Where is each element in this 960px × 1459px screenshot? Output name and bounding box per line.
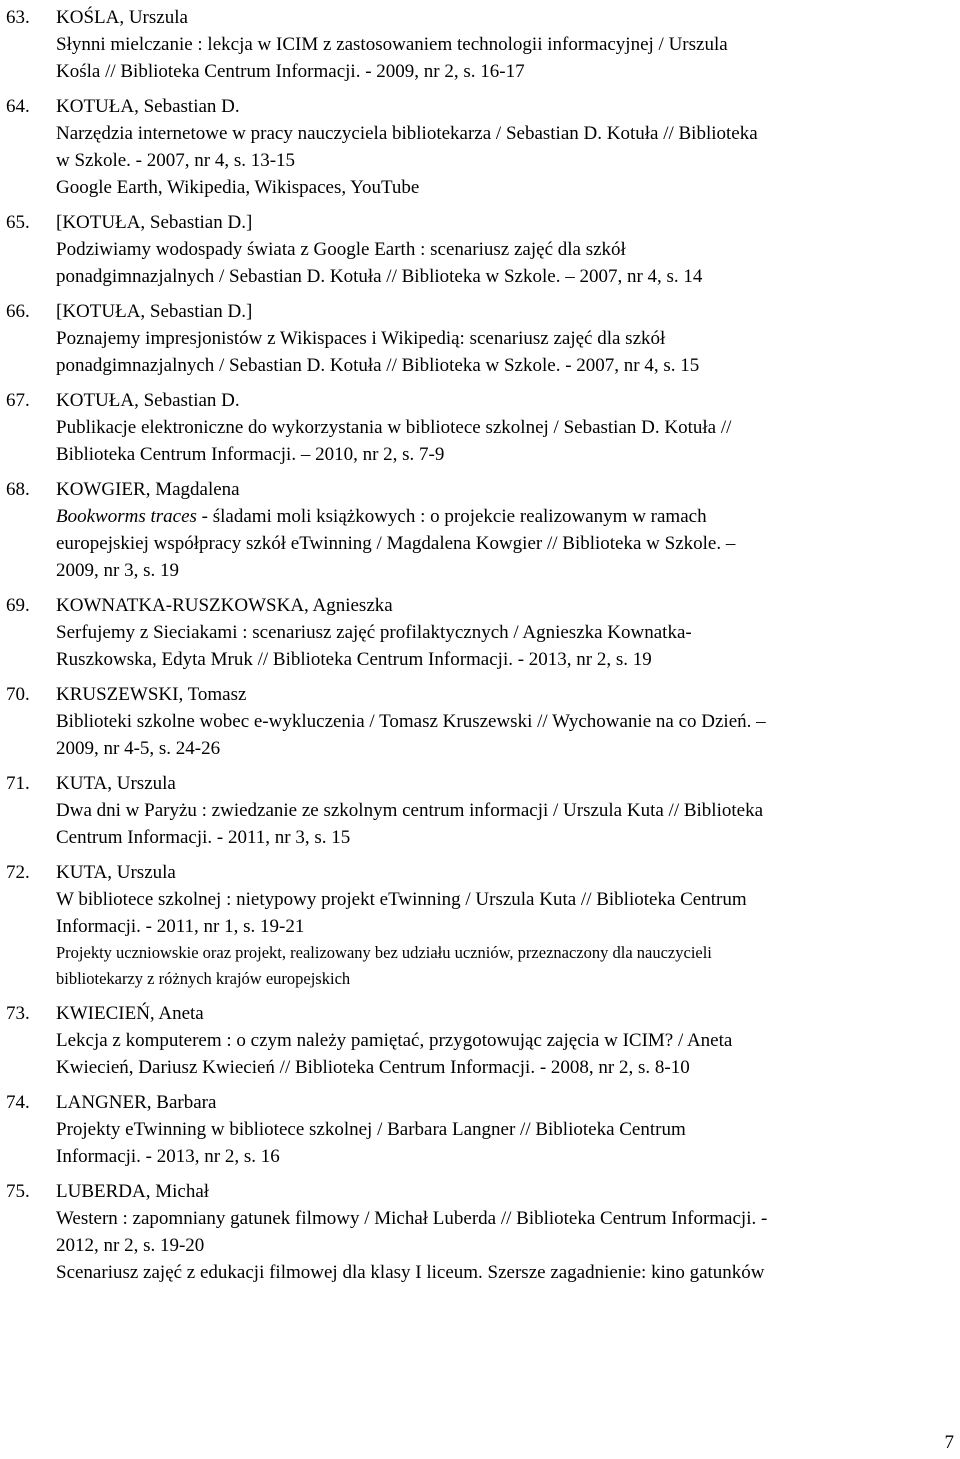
- bibliography-entry: [0, 93, 960, 201]
- entry-author: KRUSZEWSKI, Tomasz: [56, 684, 247, 705]
- entry-line: Informacji. - 2013, nr 2, s. 16: [56, 1146, 280, 1167]
- bibliography-entry: [0, 1000, 960, 1081]
- bibliography-entry: [0, 298, 960, 379]
- bibliography-page: [0, 4, 960, 1286]
- entry-number: 66.: [6, 301, 30, 322]
- entry-author: KWIECIEŃ, Aneta: [56, 1003, 204, 1024]
- entry-line: Scenariusz zajęć z edukacji filmowej dla klasy I liceum. Szersze zagadnienie: kino gatunków: [56, 1262, 765, 1283]
- entry-note: bibliotekarzy z różnych krajów europejskich: [56, 969, 351, 988]
- entry-line: Poznajemy impresjonistów z Wikispaces i Wikipedią: scenariusz zajęć dla szkół: [56, 328, 666, 349]
- entry-line: 2009, nr 3, s. 19: [56, 560, 179, 581]
- entry-number: 73.: [6, 1003, 30, 1024]
- entry-author: KUTA, Urszula: [56, 773, 176, 794]
- entry-number: 69.: [6, 595, 30, 616]
- entry-number: 74.: [6, 1092, 30, 1113]
- entry-line: W bibliotece szkolnej : nietypowy projekt eTwinning / Urszula Kuta // Biblioteka Centrum: [56, 889, 747, 910]
- entry-number: 63.: [6, 7, 30, 28]
- entry-line: 2009, nr 4-5, s. 24-26: [56, 738, 221, 759]
- entry-author: KOTUŁA, Sebastian D.: [56, 96, 240, 117]
- entry-line: Ruszkowska, Edyta Mruk // Biblioteka Centrum Informacji. - 2013, nr 2, s. 19: [56, 649, 652, 670]
- entry-line: 2012, nr 2, s. 19-20: [56, 1235, 205, 1256]
- entry-author: LUBERDA, Michał: [56, 1181, 210, 1202]
- entry-line: Projekty eTwinning w bibliotece szkolnej / Barbara Langner // Biblioteka Centrum: [56, 1119, 686, 1140]
- bibliography-entry: [0, 387, 960, 468]
- entry-author: KOŚLA, Urszula: [56, 7, 188, 28]
- entry-number: 72.: [6, 862, 30, 883]
- entry-italic-title: Bookworms traces: [56, 506, 197, 527]
- entry-author: KUTA, Urszula: [56, 862, 176, 883]
- entry-line: Słynni mielczanie : lekcja w ICIM z zastosowaniem technologii informacyjnej / Urszula: [56, 34, 728, 55]
- bibliography-entry: [0, 1089, 960, 1170]
- bibliography-entry: [0, 770, 960, 851]
- bibliography-entry: [0, 4, 960, 85]
- bibliography-entry: [0, 859, 960, 992]
- entry-number: 70.: [6, 684, 30, 705]
- page-number: 7: [944, 1432, 954, 1453]
- entry-line: Informacji. - 2011, nr 1, s. 19-21: [56, 916, 305, 937]
- bibliography-entry: [0, 1178, 960, 1286]
- entry-line: ponadgimnazjalnych / Sebastian D. Kotuła // Biblioteka w Szkole. – 2007, nr 4, s. 14: [56, 266, 703, 287]
- entry-line: Google Earth, Wikipedia, Wikispaces, YouTube: [56, 177, 420, 198]
- entry-note: Projekty uczniowskie oraz projekt, realizowany bez udziału uczniów, przeznaczony dla nauczycieli: [56, 943, 712, 962]
- bibliography-entry: [0, 681, 960, 762]
- entry-line: Lekcja z komputerem : o czym należy pamiętać, przygotowując zajęcia w ICIM? / Aneta: [56, 1030, 733, 1051]
- entry-line: Publikacje elektroniczne do wykorzystania w bibliotece szkolnej / Sebastian D. Kotuła //: [56, 417, 732, 438]
- entry-line: Podziwiamy wodospady świata z Google Earth : scenariusz zajęć dla szkół: [56, 239, 626, 260]
- bibliography-entry: [0, 476, 960, 584]
- entry-author: [KOTUŁA, Sebastian D.]: [56, 301, 253, 322]
- entry-title-line: [56, 503, 960, 530]
- entry-number: 64.: [6, 96, 30, 117]
- entry-author: KOWGIER, Magdalena: [56, 479, 240, 500]
- bibliography-entry: [0, 592, 960, 673]
- entry-author: LANGNER, Barbara: [56, 1092, 217, 1113]
- entry-line: Serfujemy z Sieciakami : scenariusz zajęć profilaktycznych / Agnieszka Kownatka-: [56, 622, 692, 643]
- entry-line: europejskiej współpracy szkół eTwinning / Magdalena Kowgier // Biblioteka w Szkole. –: [56, 533, 736, 554]
- entry-line: Biblioteka Centrum Informacji. – 2010, nr 2, s. 7-9: [56, 444, 445, 465]
- entry-line: Biblioteki szkolne wobec e-wykluczenia / Tomasz Kruszewski // Wychowanie na co Dzień. –: [56, 711, 766, 732]
- entry-number: 68.: [6, 479, 30, 500]
- entry-author: [KOTUŁA, Sebastian D.]: [56, 212, 253, 233]
- entry-line: Centrum Informacji. - 2011, nr 3, s. 15: [56, 827, 351, 848]
- entry-line: - śladami moli książkowych : o projekcie realizowanym w ramach: [196, 506, 707, 527]
- entry-number: 65.: [6, 212, 30, 233]
- entry-author: KOTUŁA, Sebastian D.: [56, 390, 240, 411]
- entry-number: 67.: [6, 390, 30, 411]
- entry-number: 71.: [6, 773, 30, 794]
- bibliography-entry: [0, 209, 960, 290]
- entry-line: Narzędzia internetowe w pracy nauczyciela bibliotekarza / Sebastian D. Kotuła // Biblioteka: [56, 123, 758, 144]
- entry-line: Kośla // Biblioteka Centrum Informacji. - 2009, nr 2, s. 16-17: [56, 61, 525, 82]
- entry-line: w Szkole. - 2007, nr 4, s. 13-15: [56, 150, 296, 171]
- entry-number: 75.: [6, 1181, 30, 1202]
- entry-line: Western : zapomniany gatunek filmowy / Michał Luberda // Biblioteka Centrum Informacji. -: [56, 1208, 768, 1229]
- entry-line: ponadgimnazjalnych / Sebastian D. Kotuła // Biblioteka w Szkole. - 2007, nr 4, s. 15: [56, 355, 700, 376]
- entry-author: KOWNATKA-RUSZKOWSKA, Agnieszka: [56, 595, 393, 616]
- entry-line: Kwiecień, Dariusz Kwiecień // Biblioteka Centrum Informacji. - 2008, nr 2, s. 8-10: [56, 1057, 690, 1078]
- entry-line: Dwa dni w Paryżu : zwiedzanie ze szkolnym centrum informacji / Urszula Kuta // Biblioteka: [56, 800, 764, 821]
